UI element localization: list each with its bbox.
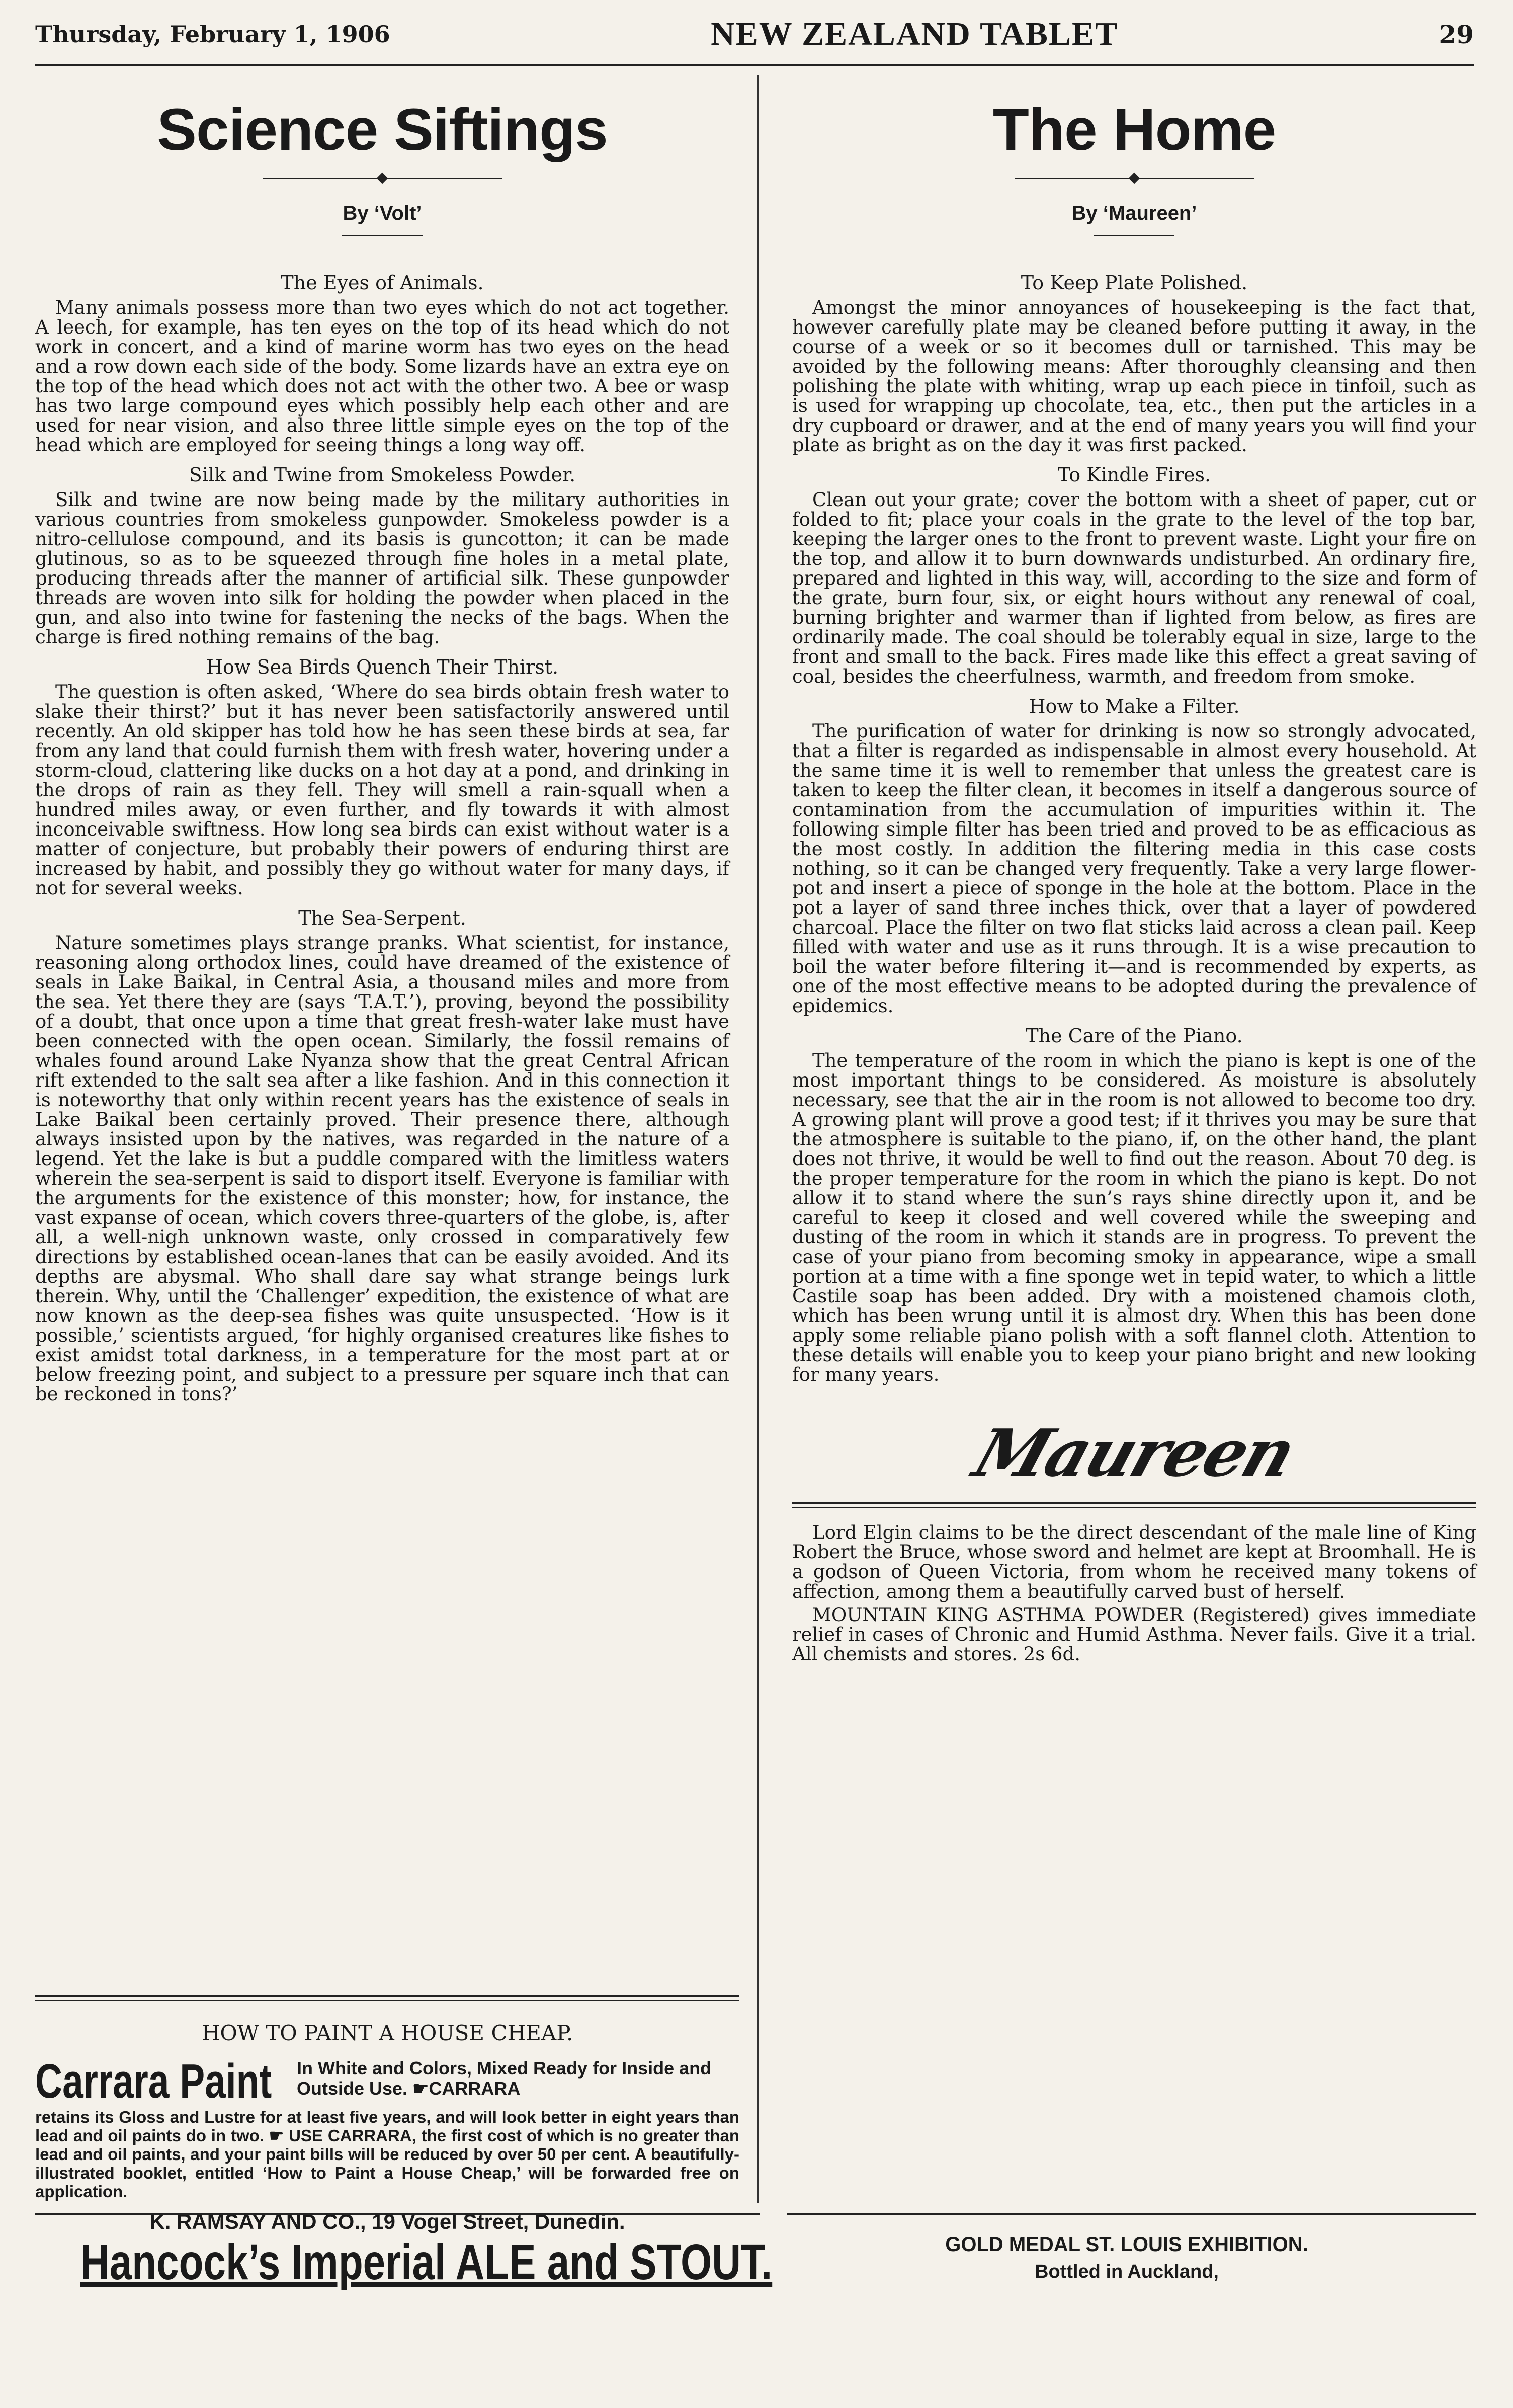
note-asthma-powder: MOUNTAIN KING ASTHMA POWDER (Registered) gives immediate relief in cases of Chronic and Humid Asthma. Never fails. Give it a trial. All chemists and stores. 2s 6d. xyxy=(792,1604,1476,1665)
the-home-column xyxy=(792,75,1476,1668)
bottled-line: Bottled in Auckland, xyxy=(1035,2261,1219,2282)
column-divider xyxy=(757,75,759,2203)
article-paragraph: Many animals possess more than two eyes which do not act together. A leech, for example, has ten eyes on the top of its head which do not work in concert, and a kind of marine worm has two eyes on the head and a row down each side of the body. Some lizards have an extra eye on the top of the head which does not act with the other two. A bee or wasp has two large compound eyes which possibly help each other and are used for near vision, and also three little simple eyes on the top of the head which are employed for seeing things a long way off. xyxy=(35,297,729,456)
byline: By ‘Volt’ xyxy=(343,202,422,224)
article-heading: The Eyes of Animals. xyxy=(281,272,484,294)
column-title: The Home xyxy=(992,97,1276,163)
column-title: Science Siftings xyxy=(157,97,608,163)
article-paragraph: The purification of water for drinking is now so strongly advocated, that a filter is regarded as indispensable in almost every household. At the same time it is well to remember that unless the greatest care is taken to keep the filter clean, it becomes in itself a dangerous source of contamination from the accumulation of impurities within it. The following simple filter has been tried and proved to be as efficacious as the most costly. In addition the filtering media in this case costs nothing, so it can be changed very frequently. Take a very large flower-pot and insert a piece of sponge in the hole at the bottom. Place in the pot a layer of sand three inches thick, over that a layer of powdered charcoal. Place the filter on two flat sticks laid across a clean pail. Keep filled with water and use as it runs through. It is a wise precaution to boil the water before filtering it—and is recommended by experts, as one of the most effective means to be adopted during the prevalence of epidemics. xyxy=(792,720,1476,1017)
hancocks-ale-advertisement: Hancock’s Imperial ALE and STOUT. xyxy=(80,2234,773,2290)
footer-rule-right xyxy=(787,2213,1476,2218)
article-heading: To Kindle Fires. xyxy=(1057,464,1211,486)
ad-body: retains its Gloss and Lustre for at least five years, and will look better in eight years than lead and oil paints do in two. ☛ USE CARRARA, the first cost of which is no greater than lead and oil paints, and your paint bills will be reduced by over 50 per cent. A beautifully-illustrated booklet, entitled ‘How to Paint a House Cheap,’ will be forwarded free on application. xyxy=(35,2108,739,2201)
byline-rule xyxy=(342,235,423,236)
newspaper-name: NEW ZEALAND TABLET xyxy=(711,16,1118,52)
byline-rule xyxy=(1094,235,1174,236)
title-ornament xyxy=(35,174,729,182)
article-sea-serpent xyxy=(35,907,729,1404)
article-paragraph: Clean out your grate; cover the bottom with a sheet of paper, cut or folded to fit; place your coals in the grate to the level of the top bar, keeping the larger ones to the front to prevent waste. Light your fire on the top, and allow it to burn downwards undisturbed. An ordinary fire, prepared and lighted in this way, will, according to the size and form of the grate, burn four, six, or eight hours without any renewal of coal, burning brighter and warmer than if lighted from below, as fires are ordinarily made. The coal should be tolerably equal in size, large to the front and small to the back. Fires made like this effect a great saving of coal, besides the cheerfulness, warmth, and freedom from smoke. xyxy=(792,489,1476,687)
ad-top-rule xyxy=(35,1995,739,2001)
ad-tagline: In White and Colors, Mixed Ready for Inside and Outside Use. ☛CARRARA xyxy=(297,2058,712,2099)
ad-brand: Carrara Paint xyxy=(35,2054,272,2108)
article-sea-birds xyxy=(35,656,729,898)
article-heading: How Sea Birds Quench Their Thirst. xyxy=(206,656,559,678)
article-paragraph: Amongst the minor annoyances of housekeeping is the fact that, however carefully plate may be cleaned before putting it away, in the course of a week or so it becomes dull or tarnished. This may be avoided by the following means: After thoroughly cleansing and then polishing the plate with whiting, wrap up each piece in tinfoil, such as is used for wrapping up chocolate, tea, etc., then put the articles in a dry cupboard or drawer, and at the end of many years you will find your plate as bright as on the day it was first packed. xyxy=(792,297,1476,456)
notes-section xyxy=(792,1523,1476,1664)
article-care-of-piano xyxy=(792,1025,1476,1384)
article-silk-and-twine xyxy=(35,464,729,647)
masthead xyxy=(35,4,1474,66)
gold-medal-line: GOLD MEDAL ST. LOUIS EXHIBITION. xyxy=(945,2233,1308,2256)
article-paragraph: Nature sometimes plays strange pranks. What scientist, for instance, reasoning along orthodox lines, could have dreamed of the existence of seals in Lake Baikal, in Central Asia, a thousand miles and more from the sea. Yet there they are (says ‘T.A.T.’), proving, beyond the possibility of a doubt, that once upon a time that great fresh-water lake must have been connected with the open ocean. Similarly, the fossil remains of whales found around Lake Nyanza show that the great Central African rift extended to the salt sea after a like fashion. And in this connection it is noteworthy that only within recent years has the existence of seals in Lake Baikal been certainly proved. Their presence there, although always insisted upon by the natives, was regarded in the nature of a legend. Yet the lake is but a puddle compared with the limitless waters wherein the sea-serpent is said to disport itself. Everyone is familiar with the arguments for the existence of this monster; how, for instance, the vast expanse of ocean, which covers three-quarters of the globe, is, after all, a well-nigh unknown waste, only crossed in comparatively few directions by established ocean-lanes that can be easily avoided. And its depths are abysmal. Who shall dare say what strange beings lurk therein. Why, until the ‘Challenger’ expedition, the existence of what are now known as the deep-sea fishes was quite unsuspected. ‘How is it possible,’ scientists argued, ‘for highly organised creatures like fishes to exist amidst total darkness, in a temperature for the most part at or below freezing point, and subject to a pressure per square inch that can be reckoned in tons?’ xyxy=(35,932,729,1405)
science-siftings-column xyxy=(35,75,729,1408)
byline: By ‘Maureen’ xyxy=(1071,202,1197,224)
page-number: 29 xyxy=(1439,19,1474,49)
ad-address: K. RAMSAY AND CO., 19 Vogel Street, Dunedin. xyxy=(149,2210,625,2233)
carrara-paint-advertisement xyxy=(35,1995,739,2234)
article-paragraph: Silk and twine are now being made by the military authorities in various countries from smokeless gunpowder. Smokeless powder is a nitro-cellulose compound, and its basis is guncotton; it can be made glutinous, so as to be squeezed through fine holes in a metal plate, producing threads after the manner of artificial silk. These gunpowder threads are woven into silk for holding the powder when placed in the gun, and also into twine for fastening the necks of the bags. When the charge is fired nothing remains of the bag. xyxy=(35,489,729,648)
ad-heading: HOW TO PAINT A HOUSE CHEAP. xyxy=(201,2021,573,2045)
note-lord-elgin: Lord Elgin claims to be the direct descendant of the male line of King Robert the Bruce, whose sword and helmet are kept at Broomhall. He is a godson of Queen Victoria, from whom he received many tokens of affection, among them a beautifully carved bust of herself. xyxy=(792,1522,1476,1602)
article-heading: The Care of the Piano. xyxy=(1026,1025,1243,1047)
footer-rule-left xyxy=(35,2213,760,2218)
article-heading: The Sea-Serpent. xyxy=(298,907,466,929)
article-eyes-of-animals xyxy=(35,272,729,455)
gold-medal-advertisement xyxy=(800,2233,1454,2283)
article-paragraph: The temperature of the room in which the piano is kept is one of the most important things to be considered. As moisture is absolutely necessary, see that the air in the room is not allowed to become too dry. A growing plant will prove a good test; if it thrives you may be sure that the atmosphere is suitable to the piano, if, on the other hand, the plant does not thrive, it would be well to find out the reason. About 70 deg. is the proper temperature for the room in which the piano is kept. Do not allow it to stand where the sun’s rays shine directly upon it, and be careful to keep it closed and well covered while the sweeping and dusting of the room in which it stands are in progress. To prevent the case of your piano from becoming smoky in appearance, wipe a small portion at a time with a fine sponge wet in tepid water, to which a little Castile soap has been added. Dry with a moistened chamois cloth, which has been wrung until it is almost dry. When this has been done apply some reliable piano polish with a soft flannel cloth. Attention to these details will enable you to keep your piano bright and new looking for many years. xyxy=(792,1050,1476,1385)
article-paragraph: The question is often asked, ‘Where do sea birds obtain fresh water to slake their thirst?’ but it has never been satisfactorily answered until recently. An old skipper has told how he has seen these birds at sea, far from any land that could furnish them with fresh water, hovering under a storm-cloud, clattering like ducks on a hot day at a pond, and drinking in the drops of rain as they fell. They will smell a rain-squall when a hundred miles away, or even further, and fly towards it with almost inconceivable swiftness. How long sea birds can exist without water is a matter of conjecture, but probably their powers of enduring thirst are increased by habit, and possibly they go without water for many days, if not for several weeks. xyxy=(35,681,729,899)
author-signature: Maureen xyxy=(965,1415,1304,1491)
article-kindle-fires xyxy=(792,464,1476,686)
title-ornament xyxy=(792,174,1476,182)
issue-date: Thursday, February 1, 1906 xyxy=(35,21,390,48)
notes-top-rule xyxy=(792,1502,1476,1508)
ad-brand-row xyxy=(35,2054,739,2108)
article-heading: Silk and Twine from Smokeless Powder. xyxy=(189,464,576,486)
article-heading: To Keep Plate Polished. xyxy=(1021,272,1248,294)
article-heading: How to Make a Filter. xyxy=(1029,695,1240,717)
article-make-a-filter xyxy=(792,695,1476,1016)
article-plate-polished xyxy=(792,272,1476,455)
